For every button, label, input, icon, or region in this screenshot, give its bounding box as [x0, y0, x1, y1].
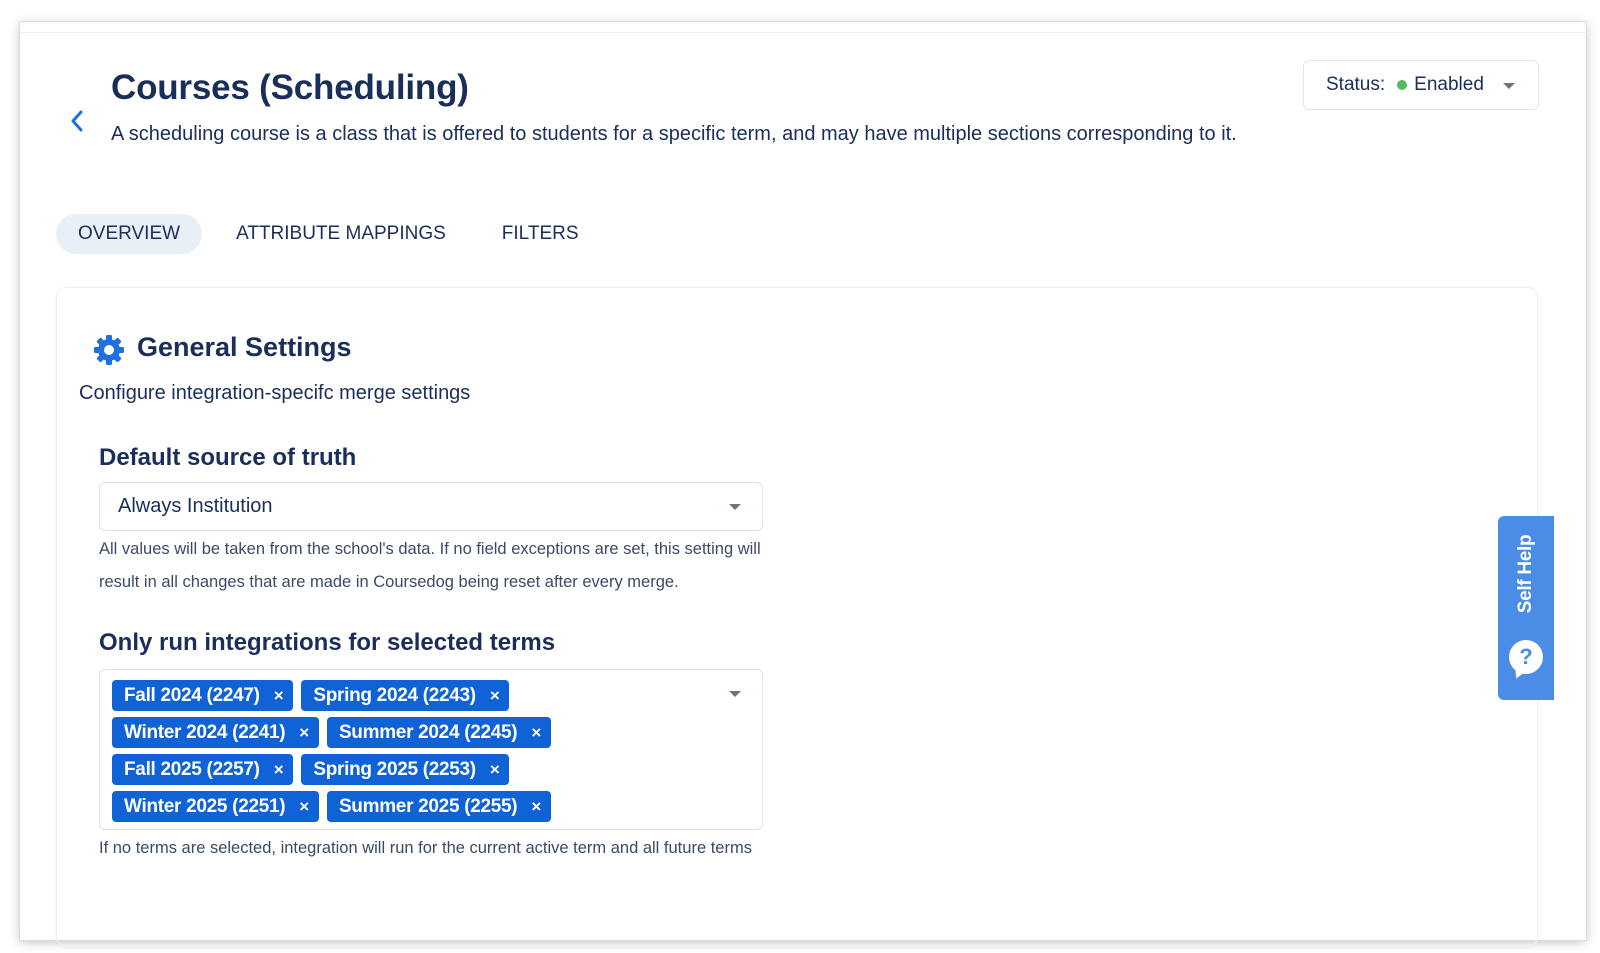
term-chip[interactable] — [301, 754, 509, 785]
term-chip[interactable] — [327, 791, 551, 822]
term-chip[interactable] — [112, 791, 319, 822]
remove-chip-icon[interactable]: × — [531, 796, 541, 816]
self-help-button[interactable] — [1498, 516, 1554, 700]
caret-down-icon — [728, 503, 742, 511]
help-bubble-icon: ? — [1509, 640, 1543, 674]
tab-filters[interactable]: FILTERS — [501, 223, 579, 244]
general-settings-card — [56, 287, 1538, 947]
default-source-label: Default source of truth — [99, 444, 357, 471]
default-source-value: Always Institution — [118, 495, 273, 517]
tab-attribute-mappings[interactable]: ATTRIBUTE MAPPINGS — [236, 223, 446, 244]
remove-chip-icon[interactable]: × — [489, 685, 500, 705]
chip-row — [112, 717, 762, 748]
general-settings-title: General Settings — [137, 332, 352, 362]
page-title: Courses (Scheduling) — [111, 68, 469, 107]
term-chip-label: Fall 2024 (2247) — [124, 684, 260, 706]
term-chip-label: Winter 2024 (2241) — [124, 721, 286, 743]
term-chip-label: Spring 2024 (2243) — [313, 684, 476, 706]
term-chip-label: Summer 2025 (2255) — [338, 795, 518, 817]
gear-icon — [93, 334, 125, 366]
page-description: A scheduling course is a class that is offered to students for a specific term, and may have multiple sections corresponding to it. — [111, 123, 1237, 145]
term-chip-label: Summer 2024 (2245) — [338, 721, 518, 743]
remove-chip-icon[interactable]: × — [273, 685, 284, 705]
top-divider — [20, 32, 1586, 33]
term-chip[interactable] — [112, 680, 293, 711]
remove-chip-icon[interactable]: × — [299, 722, 309, 742]
status-label: Status: — [1326, 74, 1386, 95]
default-source-help: All values will be taken from the school's data. If no field exceptions are set, this setting will result in all changes that are made in Coursedog being reset after every merge. — [99, 540, 761, 591]
status-value: Enabled — [1414, 74, 1484, 95]
terms-multiselect[interactable] — [99, 669, 763, 830]
chevron-left-icon — [70, 109, 84, 133]
caret-down-icon — [1502, 82, 1516, 90]
term-chip[interactable] — [301, 680, 509, 711]
terms-label: Only run integrations for selected terms — [99, 629, 556, 656]
remove-chip-icon[interactable]: × — [273, 759, 284, 779]
remove-chip-icon[interactable]: × — [299, 796, 309, 816]
back-button[interactable] — [66, 106, 88, 136]
remove-chip-icon[interactable]: × — [531, 722, 541, 742]
term-chip[interactable] — [112, 754, 293, 785]
tab-overview[interactable]: OVERVIEW — [56, 214, 202, 254]
caret-down-icon — [728, 690, 742, 698]
status-dot-icon — [1397, 80, 1407, 90]
remove-chip-icon[interactable]: × — [489, 759, 500, 779]
term-chip-label: Winter 2025 (2251) — [124, 795, 286, 817]
chip-row — [112, 754, 762, 785]
chip-row — [112, 791, 762, 822]
term-chip[interactable] — [112, 717, 319, 748]
status-dropdown[interactable] — [1303, 60, 1539, 110]
chip-row — [112, 680, 762, 711]
term-chip-label: Fall 2025 (2257) — [124, 758, 260, 780]
tab-bar — [56, 214, 613, 254]
self-help-label: Self Help — [1515, 534, 1536, 614]
default-source-select[interactable] — [99, 482, 763, 531]
term-chip[interactable] — [327, 717, 551, 748]
terms-help: If no terms are selected, integration will run for the current active term and all future terms — [99, 839, 752, 857]
term-chip-label: Spring 2025 (2253) — [313, 758, 476, 780]
general-settings-description: Configure integration-specifc merge settings — [79, 382, 471, 404]
